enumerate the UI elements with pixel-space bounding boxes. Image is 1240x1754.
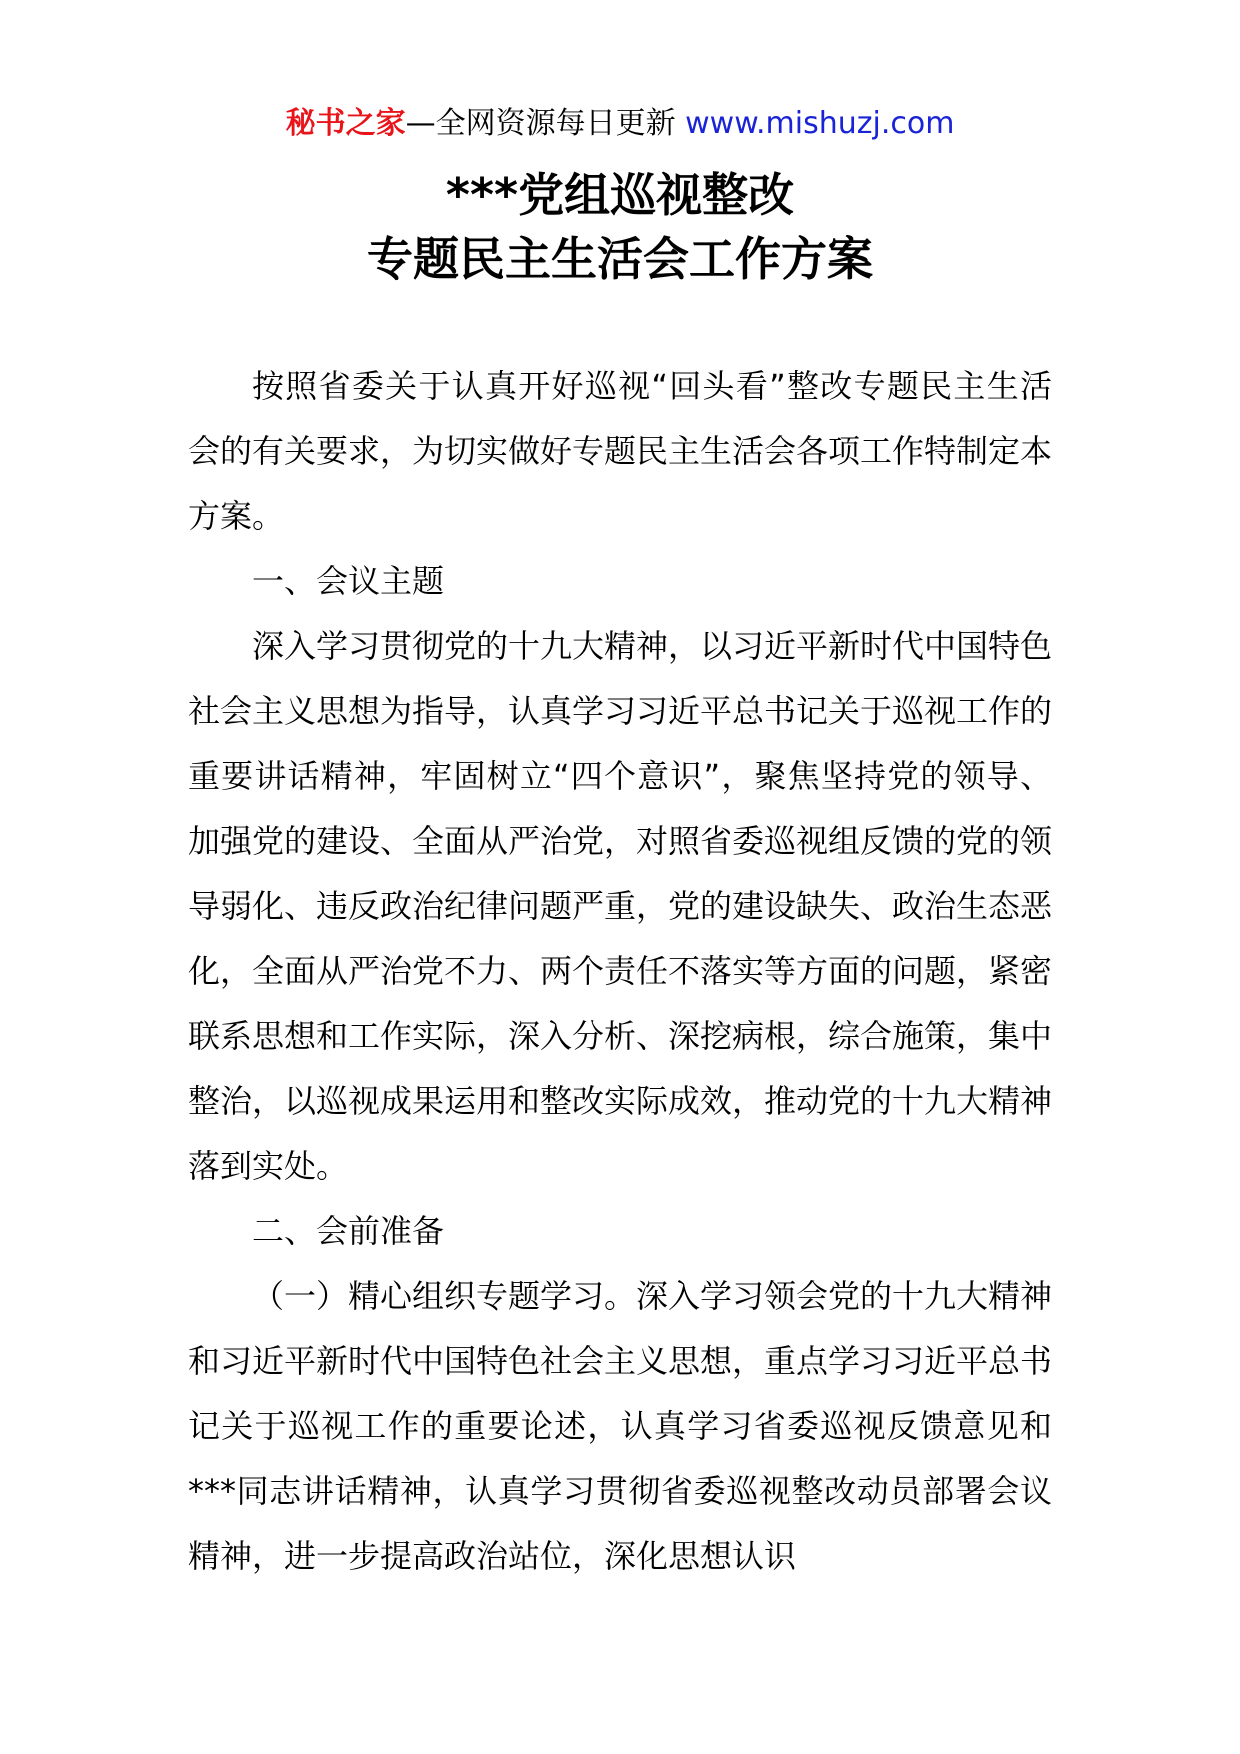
title-line-2: 专题民主生活会工作方案 xyxy=(367,232,873,286)
site-header xyxy=(0,104,1240,144)
section-1-heading: 一、会议主题 xyxy=(252,562,445,600)
section-2-item-1-paragraph: （一）精心组织专题学习。深入学习领会党的十九大精神和习近平新时代中国特色社会主义思想，重点学习习近平总书记关于巡视工作的重要论述，认真学习省委巡视反馈意见和***同志讲话精神，认真学习贯彻省委巡视整改动员部署会议精神，进一步提高政治站位，深化思想认识 xyxy=(188,1277,1053,1575)
site-tagline: —全网资源每日更新 xyxy=(405,106,676,141)
site-url-link[interactable]: www.mishuzj.com xyxy=(685,106,955,141)
section-1-paragraph: 深入学习贯彻党的十九大精神，以习近平新时代中国特色社会主义思想为指导，认真学习习近平总书记关于巡视工作的重要讲话精神，牢固树立“四个意识”，聚焦坚持党的领导、加强党的建设、全面从严治党，对照省委巡视组反馈的党的领导弱化、违反政治纪律问题严重，党的建设缺失、政治生态恶化，全面从严治党不力、两个责任不落实等方面的问题，紧密联系思想和工作实际，深入分析、深挖病根，综合施策，集中整治，以巡视成果运用和整改实际成效，推动党的十九大精神落到实处。 xyxy=(188,627,1053,1185)
section-2-heading: 二、会前准备 xyxy=(252,1212,445,1250)
title-line-1: ***党组巡视整改 xyxy=(445,168,795,222)
document-body xyxy=(188,354,1052,1589)
site-name: 秘书之家 xyxy=(285,106,406,141)
document-title xyxy=(0,163,1240,291)
intro-paragraph: 按照省委关于认真开好巡视“回头看”整改专题民主生活会的有关要求，为切实做好专题民主生活会各项工作特制定本方案。 xyxy=(188,367,1053,535)
